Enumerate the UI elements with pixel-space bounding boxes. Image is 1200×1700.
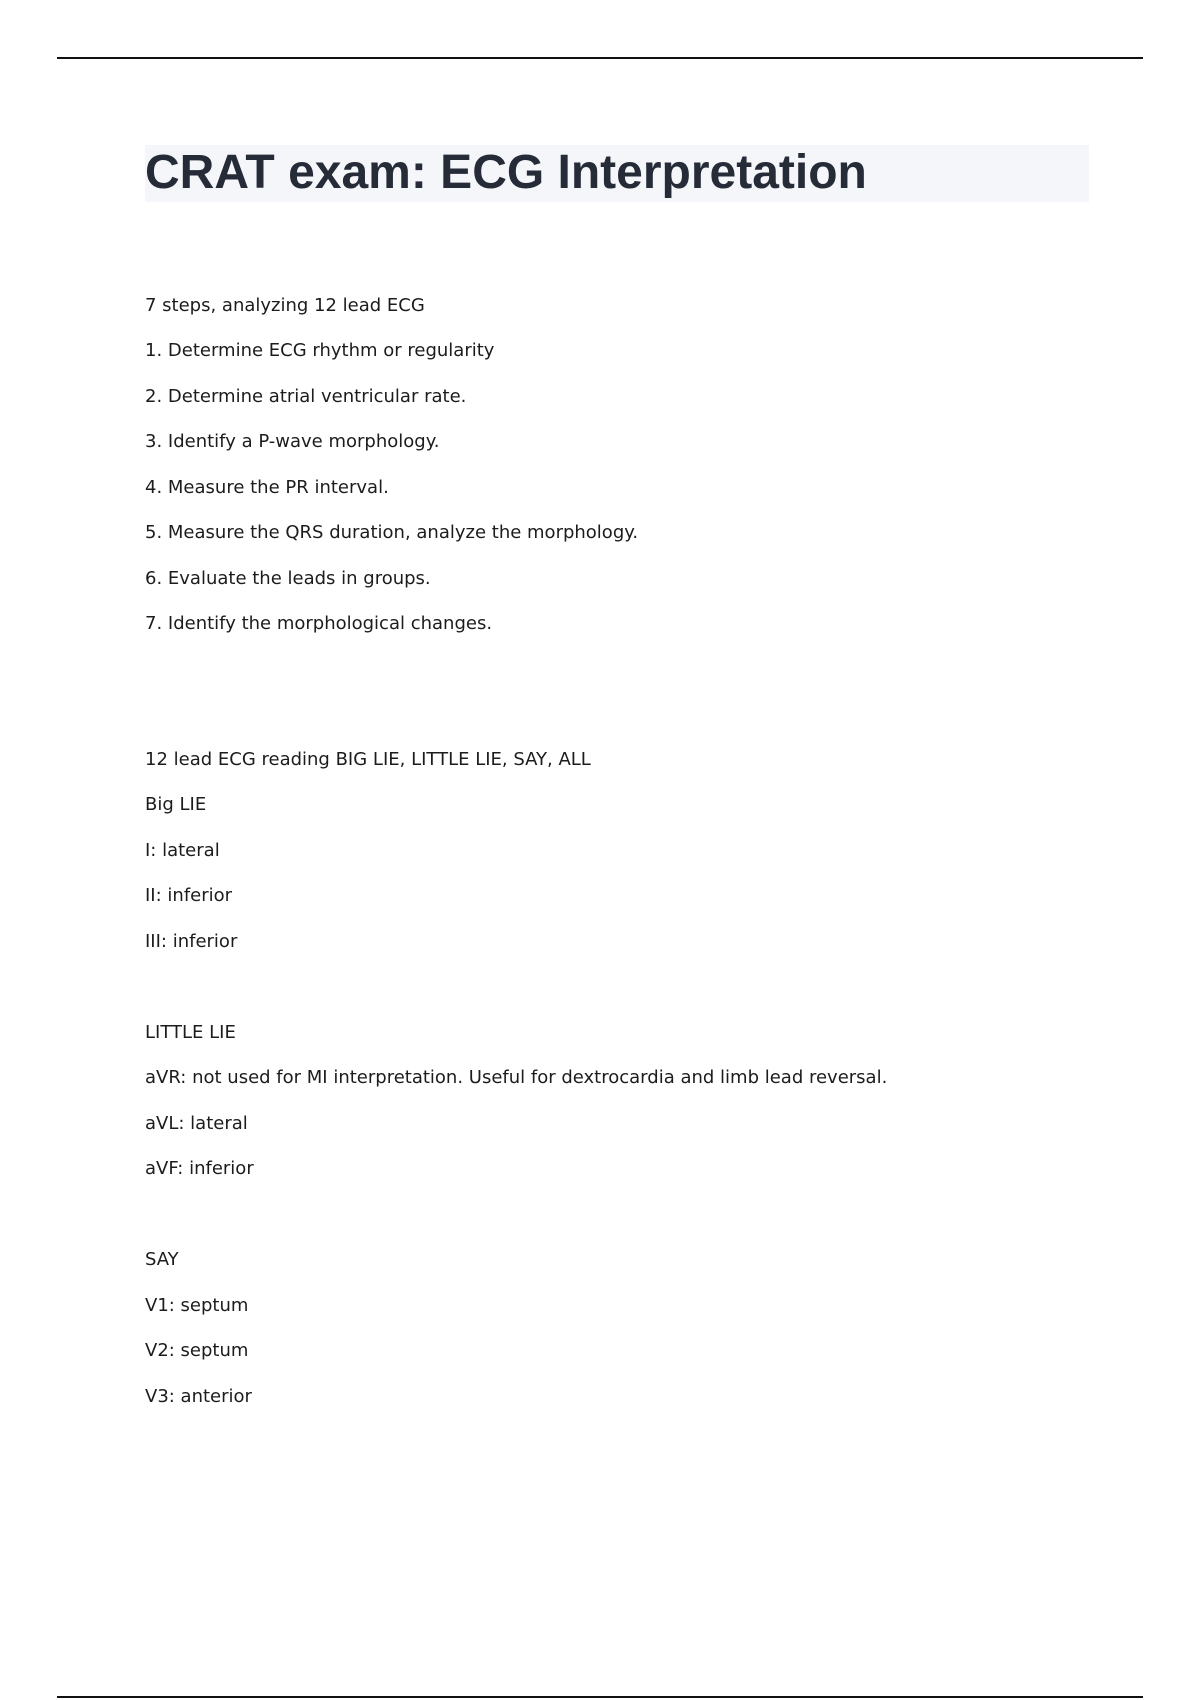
page-title: CRAT exam: ECG Interpretation [145, 146, 867, 199]
step-item: 4. Measure the PR interval. [145, 477, 389, 498]
step-item: 5. Measure the QRS duration, analyze the morphology. [145, 522, 639, 543]
lead-item: aVL: lateral [145, 1113, 248, 1134]
lead-item: aVF: inferior [145, 1158, 254, 1179]
step-item: 1. Determine ECG rhythm or regularity [145, 340, 495, 361]
header-rule [57, 57, 1143, 59]
lead-item: aVR: not used for MI interpretation. Useful for dextrocardia and limb lead reversal. [145, 1067, 888, 1088]
leads-heading: 12 lead ECG reading BIG LIE, LITTLE LIE, SAY, ALL [145, 749, 591, 770]
step-item: 7. Identify the morphological changes. [145, 613, 493, 634]
say-label: SAY [145, 1249, 179, 1270]
step-item: 3. Identify a P-wave morphology. [145, 431, 440, 452]
lead-item: V3: anterior [145, 1386, 252, 1407]
step-item: 6. Evaluate the leads in groups. [145, 568, 431, 589]
lead-item: I: lateral [145, 840, 220, 861]
steps-heading: 7 steps, analyzing 12 lead ECG [145, 295, 425, 316]
step-item: 2. Determine atrial ventricular rate. [145, 386, 467, 407]
little-lie-label: LITTLE LIE [145, 1022, 236, 1043]
title-block [145, 145, 1089, 202]
lead-item: II: inferior [145, 885, 233, 906]
lead-item: V1: septum [145, 1295, 249, 1316]
footer-rule [57, 1696, 1143, 1698]
lead-item: III: inferior [145, 931, 238, 952]
lead-item: V2: septum [145, 1340, 249, 1361]
big-lie-label: Big LIE [145, 794, 207, 815]
